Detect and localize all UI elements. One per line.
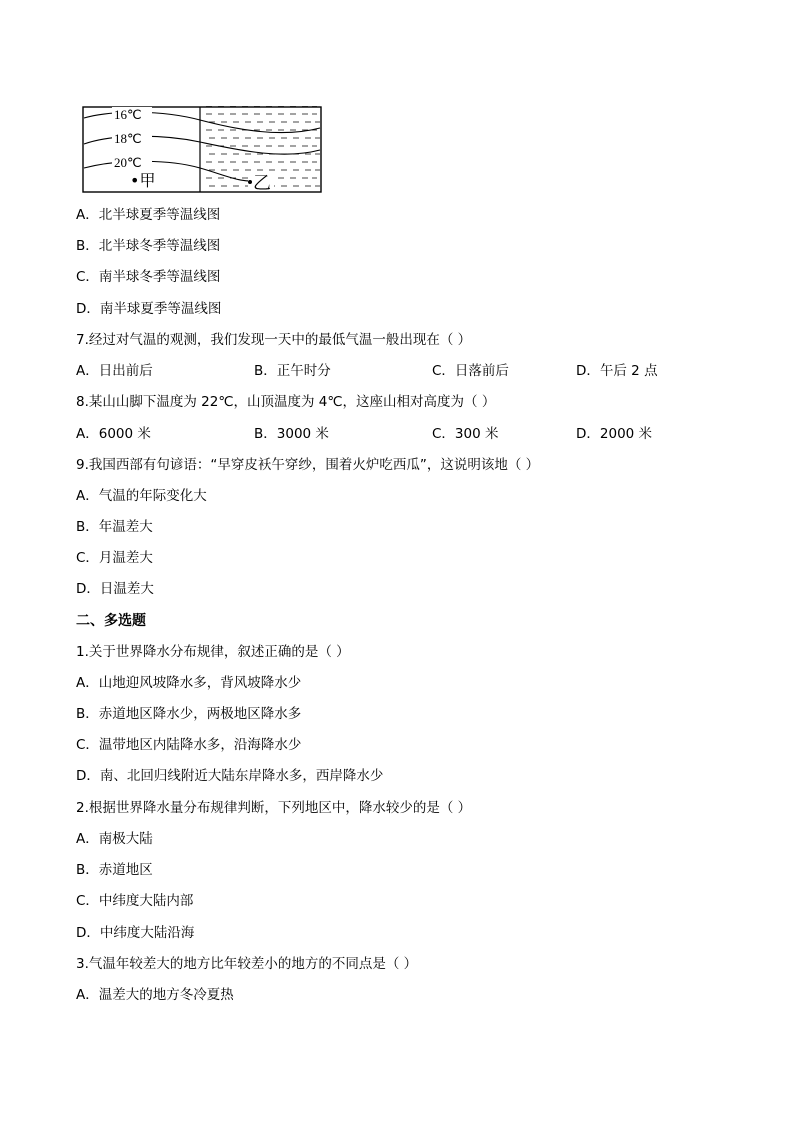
q9-option-d: D．日温差大 <box>76 581 154 597</box>
mq2-option-a: A．南极大陆 <box>76 831 153 847</box>
mq1-stem: 1.关于世界降水分布规律，叙述正确的是（ ） <box>76 644 350 660</box>
label-18: 18℃ <box>114 131 142 146</box>
mq2-option-b: B．赤道地区 <box>76 862 153 878</box>
mq1-option-a: A．山地迎风坡降水多，背风坡降水少 <box>76 675 302 691</box>
q6-option-a: A．北半球夏季等温线图 <box>76 207 221 223</box>
label-20: 20℃ <box>114 155 142 170</box>
mq1-option-d: D．南、北回归线附近大陆东岸降水多，西岸降水少 <box>76 768 384 784</box>
q7-option-b: B．正午时分 <box>254 363 331 379</box>
mq2-option-c: C．中纬度大陆内部 <box>76 893 194 909</box>
q7-option-c: C．日落前后 <box>432 363 509 379</box>
mq1-option-b: B．赤道地区降水少，两极地区降水多 <box>76 706 302 722</box>
q7-option-d: D．午后 2 点 <box>576 363 658 379</box>
q8-stem: 8.某山山脚下温度为 22℃，山顶温度为 4℃，这座山相对高度为（ ） <box>76 394 496 410</box>
q6-option-c: C．南半球冬季等温线图 <box>76 269 221 285</box>
q6-option-b: B．北半球冬季等温线图 <box>76 238 221 254</box>
q9-option-b: B．年温差大 <box>76 519 153 535</box>
isotherm-map <box>82 106 322 194</box>
q7-stem: 7.经过对气温的观测，我们发现一天中的最低气温一般出现在（ ） <box>76 332 472 348</box>
isotherm-figure <box>82 106 322 194</box>
q6-option-d: D．南半球夏季等温线图 <box>76 301 222 317</box>
q9-option-c: C．月温差大 <box>76 550 153 566</box>
point-jia: •甲 <box>130 171 156 190</box>
q9-option-a: A．气温的年际变化大 <box>76 488 207 504</box>
mq2-stem: 2.根据世界降水量分布规律判断，下列地区中，降水较少的是（ ） <box>76 800 472 816</box>
q8-option-d: D．2000 米 <box>576 426 653 442</box>
q9-stem: 9.我国西部有句谚语：“早穿皮袄午穿纱，围着火炉吃西瓜”，这说明该地（ ） <box>76 457 540 473</box>
mq3-option-a: A．温差大的地方冬冷夏热 <box>76 987 234 1003</box>
q8-option-a: A．6000 米 <box>76 426 151 442</box>
q8-option-c: C．300 米 <box>432 426 499 442</box>
section-title-multiple-choice: 二、多选题 <box>76 613 146 629</box>
q8-option-b: B．3000 米 <box>254 426 329 442</box>
mq3-stem: 3.气温年较差大的地方比年较差小的地方的不同点是（ ） <box>76 956 418 972</box>
mq1-option-c: C．温带地区内陆降水多，沿海降水少 <box>76 737 302 753</box>
q7-option-a: A．日出前后 <box>76 363 153 379</box>
mq2-option-d: D．中纬度大陆沿海 <box>76 925 195 941</box>
label-16: 16℃ <box>114 107 142 122</box>
point-yi: 乙 <box>253 173 271 194</box>
